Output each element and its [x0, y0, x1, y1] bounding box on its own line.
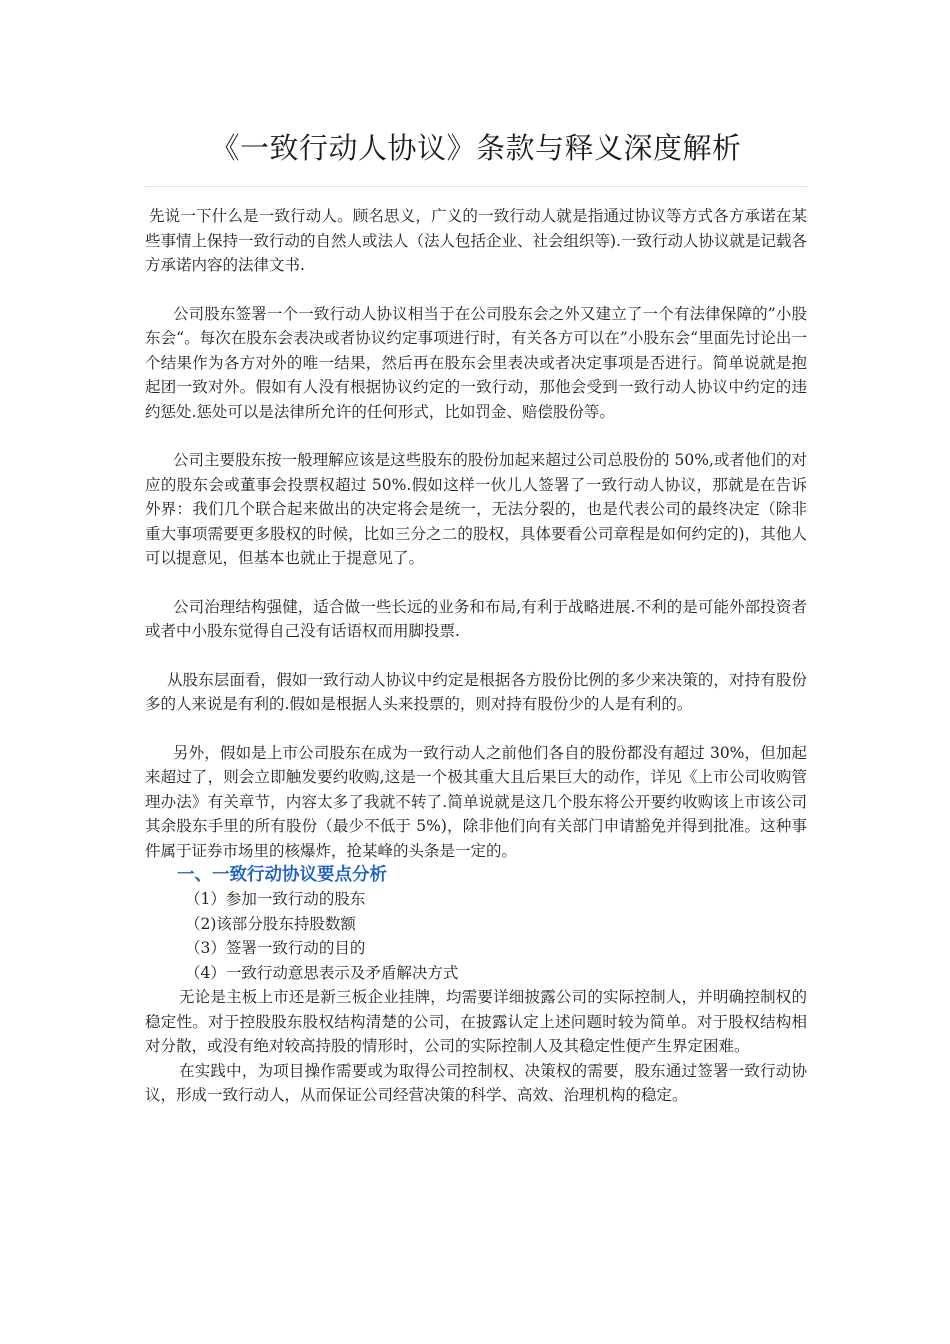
section-heading: 一、一致行动协议要点分析 — [177, 865, 387, 885]
paragraph-disclosure: 无论是主板上市还是新三板企业挂牌，均需要详细披露公司的实际控制人，并明确控制权的稳定性。对于控股股东股权结构清楚的公司，在披露认定上述问题时较为简单。对于股权结构相对分散，或没有绝对较高持股的情形时，公司的实际控制人及其稳定性便产生界定困难。 — [145, 988, 807, 1055]
title-divider — [145, 186, 807, 187]
paragraph-gap — [145, 278, 807, 302]
paragraph-gap — [145, 644, 807, 668]
paragraph-tender-offer: 另外，假如是上市公司股东在成为一致行动人之前他们各自的股份都没有超过 30%，但加起来超过了，则会立即触发要约收购,这是一个极其重大且后果巨大的动作，详见《上市公司收购管理办法》有关章节，内容太多了我就不转了.简单说就是这几个股东将公开要约收购该上市该公司其余股东手里的所有股份（最少不低于 5%)，除非他们向有关部门申请豁免并得到批准。这种事件属于证券市场里的核爆炸，抢某峰的头条是一定的。 — [145, 743, 807, 860]
document-body — [145, 204, 807, 1108]
paragraph-definition: 先说一下什么是一致行动人。顾名思义，广义的一致行动人就是指通过协议等方式各方承诺在某些事情上保持一致行动的自然人或法人（法人包括企业、社会组织等).一致行动人协议就是记载各方承诺内容的法律文书. — [145, 207, 807, 274]
paragraph-gap — [145, 717, 807, 741]
paragraph-governance: 公司治理结构强健，适合做一些长远的业务和布局,有利于战略进展.不利的是可能外部投资者或者中小股东觉得自己没有话语权而用脚投票. — [145, 597, 807, 640]
document-title: 《一致行动人协议》条款与释义深度解析 — [210, 131, 742, 165]
list-item: （4）一致行动意思表示及矛盾解决方式 — [185, 963, 459, 982]
paragraph-gap — [145, 571, 807, 595]
paragraph-gap — [145, 424, 807, 448]
list-item: （1）参加一致行动的股东 — [185, 890, 366, 908]
paragraph-major-shareholders: 公司主要股东按一般理解应该是这些股东的股份加起来超过公司总股份的 50%,或者他们的对应的股东会或董事会投票权超过 50%.假如这样一伙儿人签署了一致行动人协议，那就是在告诉外界：我们几个联合起来做出的决定将会是统一，无法分裂的，也是代表公司的最终决定（除非重大事项需要更多股权的时候，比如三分之二的股权，具体要看公司章程是如何约定的)，其他人可以提意见，但基本也就止于提意见了。 — [145, 451, 807, 567]
paragraph-small-shareholder-meeting: 公司股东签署一个一致行动人协议相当于在公司股东会之外又建立了一个有法律保障的”小股东会“。每次在股东会表决或者协议约定事项进行时，有关各方可以在”小股东会“里面先讨论出一个结果作为各方对外的唯一结果，然后再在股东会里表决或者决定事项是否进行。简单说就是抱起团一致对外。假如有人没有根据协议约定的一致行动，那他会受到一致行动人协议中约定的违约惩处.惩处可以是法律所允许的任何形式，比如罚金、赔偿股份等。 — [145, 304, 807, 421]
list-item: （2)该部分股东持股数额 — [185, 914, 356, 933]
list-item: （3）签署一致行动的目的 — [185, 939, 366, 957]
paragraph-shareholder-level: 从股东层面看，假如一致行动人协议中约定是根据各方股份比例的多少来决策的，对持有股份多的人来说是有利的.假如是根据人头来投票的，则对持有股份少的人是有利的。 — [145, 670, 807, 713]
paragraph-practice: 在实践中，为项目操作需要或为取得公司控制权、决策权的需要，股东通过签署一致行动协议，形成一致行动人，从而保证公司经营决策的科学、高效、治理机构的稳定。 — [145, 1061, 807, 1104]
